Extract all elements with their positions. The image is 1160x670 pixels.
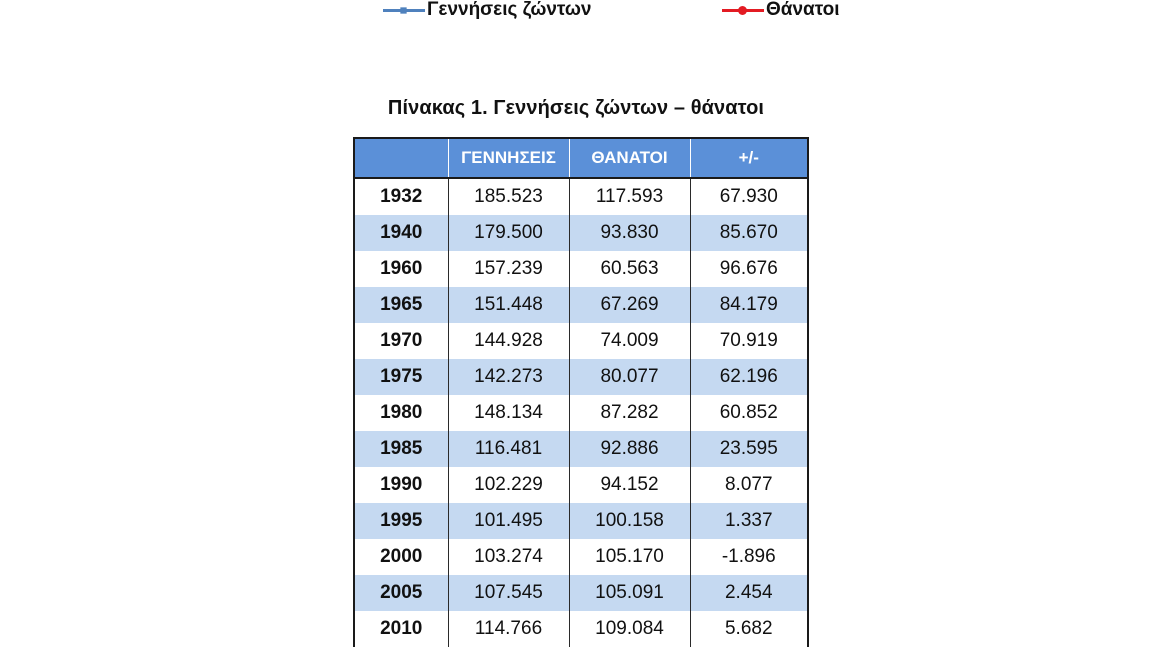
- year-cell: 1960: [354, 251, 448, 287]
- difference-cell: 8.077: [690, 467, 808, 503]
- difference-cell: 85.670: [690, 215, 808, 251]
- births-cell: 148.134: [448, 395, 569, 431]
- table-row: [354, 359, 808, 395]
- table-header-row: [354, 138, 808, 178]
- year-cell: 1975: [354, 359, 448, 395]
- column-header-births: ΓΕΝΝΗΣΕΙΣ: [448, 138, 569, 178]
- year-cell: 1965: [354, 287, 448, 323]
- table-row: [354, 431, 808, 467]
- table-row: [354, 539, 808, 575]
- difference-cell: -1.896: [690, 539, 808, 575]
- births-cell: 101.495: [448, 503, 569, 539]
- legend-label-births: Γεννήσεις ζώντων: [427, 0, 592, 20]
- difference-cell: 96.676: [690, 251, 808, 287]
- deaths-cell: 74.009: [569, 323, 690, 359]
- table-row: [354, 287, 808, 323]
- deaths-cell: 105.170: [569, 539, 690, 575]
- table-row: [354, 467, 808, 503]
- births-deaths-table: [353, 137, 809, 647]
- legend-item-births: [383, 0, 592, 22]
- deaths-cell: 93.830: [569, 215, 690, 251]
- difference-cell: 62.196: [690, 359, 808, 395]
- births-cell: 144.928: [448, 323, 569, 359]
- year-cell: 1985: [354, 431, 448, 467]
- legend-label-deaths: Θάνατοι: [766, 0, 840, 20]
- year-cell: 1995: [354, 503, 448, 539]
- difference-cell: 23.595: [690, 431, 808, 467]
- column-header-deaths: ΘΑΝΑΤΟΙ: [569, 138, 690, 178]
- difference-cell: 84.179: [690, 287, 808, 323]
- difference-cell: 70.919: [690, 323, 808, 359]
- table-title: Πίνακας 1. Γεννήσεις ζώντων – θάνατοι: [387, 97, 765, 119]
- births-cell: 179.500: [448, 215, 569, 251]
- year-cell: 2010: [354, 611, 448, 647]
- deaths-cell: 94.152: [569, 467, 690, 503]
- difference-cell: 60.852: [690, 395, 808, 431]
- births-cell: 114.766: [448, 611, 569, 647]
- year-cell: 2000: [354, 539, 448, 575]
- year-cell: 1980: [354, 395, 448, 431]
- difference-cell: 67.930: [690, 178, 808, 215]
- births-cell: 157.239: [448, 251, 569, 287]
- year-cell: 2005: [354, 575, 448, 611]
- table-row: [354, 215, 808, 251]
- births-cell: 103.274: [448, 539, 569, 575]
- column-header-difference: +/-: [690, 138, 808, 178]
- year-cell: 1932: [354, 178, 448, 215]
- births-cell: 151.448: [448, 287, 569, 323]
- year-cell: 1940: [354, 215, 448, 251]
- year-cell: 1990: [354, 467, 448, 503]
- deaths-cell: 67.269: [569, 287, 690, 323]
- year-cell: 1970: [354, 323, 448, 359]
- table-row: [354, 323, 808, 359]
- circle-marker-line-icon: [722, 3, 764, 17]
- table-row: [354, 503, 808, 539]
- deaths-cell: 80.077: [569, 359, 690, 395]
- chart-legend: [0, 0, 1160, 22]
- table-row: [354, 575, 808, 611]
- births-cell: 142.273: [448, 359, 569, 395]
- deaths-cell: 117.593: [569, 178, 690, 215]
- deaths-cell: 60.563: [569, 251, 690, 287]
- square-marker-line-icon: [383, 3, 425, 17]
- deaths-cell: 105.091: [569, 575, 690, 611]
- difference-cell: 5.682: [690, 611, 808, 647]
- difference-cell: 2.454: [690, 575, 808, 611]
- column-header-year: [354, 138, 448, 178]
- births-cell: 185.523: [448, 178, 569, 215]
- table-row: [354, 178, 808, 215]
- births-cell: 102.229: [448, 467, 569, 503]
- deaths-cell: 92.886: [569, 431, 690, 467]
- births-cell: 116.481: [448, 431, 569, 467]
- deaths-cell: 87.282: [569, 395, 690, 431]
- table-row: [354, 611, 808, 647]
- deaths-cell: 100.158: [569, 503, 690, 539]
- births-cell: 107.545: [448, 575, 569, 611]
- legend-item-deaths: [722, 0, 840, 22]
- table-row: [354, 251, 808, 287]
- difference-cell: 1.337: [690, 503, 808, 539]
- deaths-cell: 109.084: [569, 611, 690, 647]
- table-row: [354, 395, 808, 431]
